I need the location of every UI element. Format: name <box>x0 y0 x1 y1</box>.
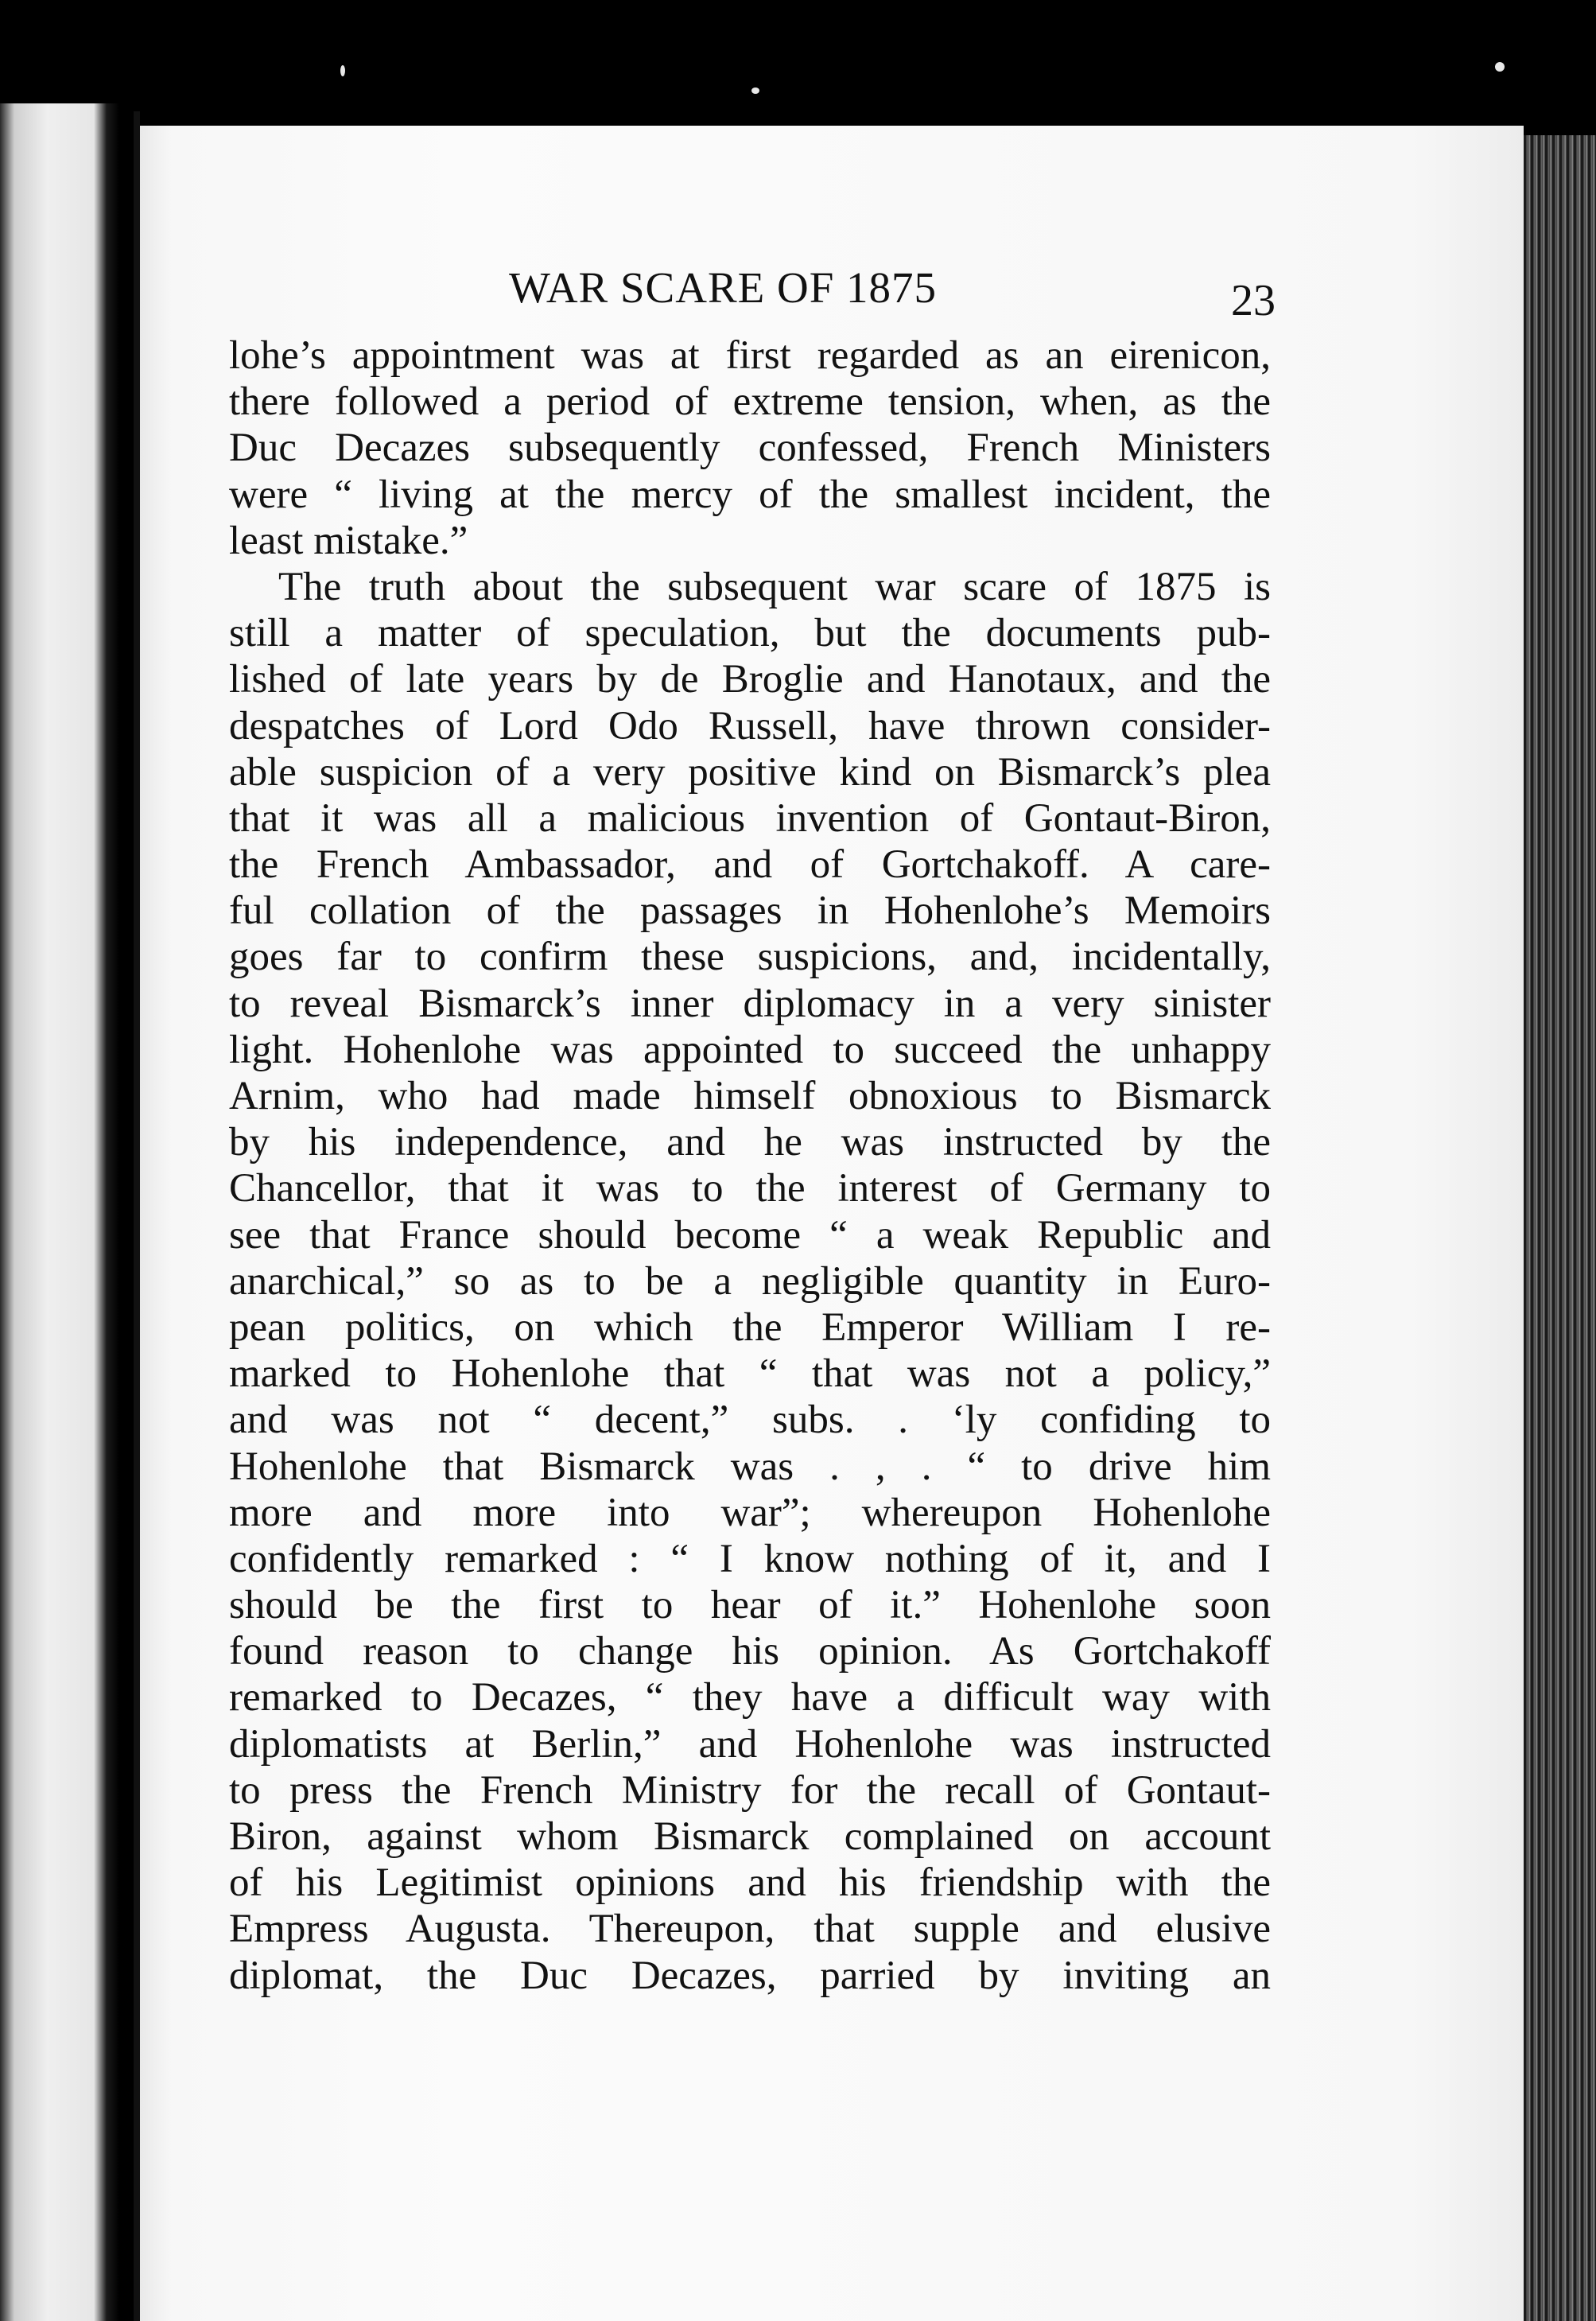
text-line: the French Ambassador, and of Gortchakoff. A care- <box>229 842 1271 888</box>
book-gutter <box>134 111 140 2321</box>
text-line: marked to Hohenlohe that “ that was not a policy,” <box>229 1351 1271 1397</box>
text-line: of his Legitimist opinions and his friendship with the <box>229 1860 1271 1906</box>
text-line: still a matter of speculation, but the documents pub- <box>229 611 1271 656</box>
dust-speck <box>1495 62 1505 72</box>
text-line: The truth about the subsequent war scare of 1875 is <box>278 564 1271 609</box>
dust-speck <box>340 65 345 76</box>
text-line: pean politics, on which the Emperor William I re- <box>229 1304 1271 1350</box>
text-line: Arnim, who had made himself obnoxious to Bismarck <box>229 1074 1271 1118</box>
text-line: to press the French Ministry for the recall of Gontaut- <box>229 1767 1271 1813</box>
dust-speck <box>751 87 759 94</box>
paragraph <box>229 332 1271 564</box>
text-line: remarked to Decazes, “ they have a difficult way with <box>229 1675 1271 1720</box>
text-line: despatches of Lord Odo Russell, have thrown consider- <box>229 703 1271 748</box>
text-line: Empress Augusta. Thereupon, that supple and elusive <box>229 1907 1271 1952</box>
text-line: Duc Decazes subsequently confessed, French Ministers <box>229 426 1271 471</box>
text-line: anarchical,” so as to be a negligible quantity in Euro- <box>229 1258 1271 1304</box>
text-line: lohe’s appointment was at first regarded as an eirenicon, <box>229 333 1271 378</box>
text-line: Chancellor, that it was to the interest of Germany to <box>229 1166 1271 1211</box>
text-line: there followed a period of extreme tension, when, as the <box>229 379 1271 425</box>
body-text <box>229 332 1271 1999</box>
text-line: Biron, against whom Bismarck complained on account <box>229 1814 1271 1859</box>
paragraph <box>229 564 1271 1999</box>
text-line: lished of late years by de Broglie and Hanotaux, and the <box>229 657 1271 702</box>
right-page-edges <box>1524 135 1596 2321</box>
text-line: should be the first to hear of it.” Hohenlohe soon <box>229 1583 1271 1628</box>
text-line: to reveal Bismarck’s inner diplomacy in a very sinister <box>229 981 1271 1026</box>
text-line: Hohenlohe that Bismarck was . , . “ to drive him <box>229 1444 1271 1489</box>
text-line: and was not “ decent,” subs. . ‘ly confiding to <box>229 1398 1271 1443</box>
text-line: able suspicion of a very positive kind on Bismarck’s plea <box>229 749 1271 795</box>
text-line: by his independence, and he was instructed by the <box>229 1120 1271 1165</box>
text-line: confidently remarked : “ I know nothing of it, and I <box>229 1536 1271 1581</box>
page-number: 23 <box>1231 276 1276 325</box>
text-line: see that France should become “ a weak Republic and <box>229 1212 1271 1258</box>
text-line: more and more into war”; whereupon Hohenlohe <box>229 1490 1271 1535</box>
left-page-edge <box>0 103 119 2321</box>
running-head-title: WAR SCARE OF 1875 <box>509 263 938 312</box>
text-line: diplomatists at Berlin,” and Hohenlohe was instructed <box>229 1721 1271 1767</box>
text-line: light. Hohenlohe was appointed to succeed the unhappy <box>229 1027 1271 1072</box>
text-line: were “ living at the mercy of the smallest incident, the <box>229 472 1271 517</box>
text-line: least mistake.” <box>229 518 468 563</box>
text-line: found reason to change his opinion. As Gortchakoff <box>229 1629 1271 1674</box>
text-line: ful collation of the passages in Hohenlohe’s Memoirs <box>229 888 1271 934</box>
text-line: diplomat, the Duc Decazes, parried by inviting an <box>229 1953 1271 1998</box>
text-line: goes far to confirm these suspicions, and, incidentally, <box>229 935 1271 980</box>
text-line: that it was all a malicious invention of Gontaut-Biron, <box>229 795 1271 841</box>
